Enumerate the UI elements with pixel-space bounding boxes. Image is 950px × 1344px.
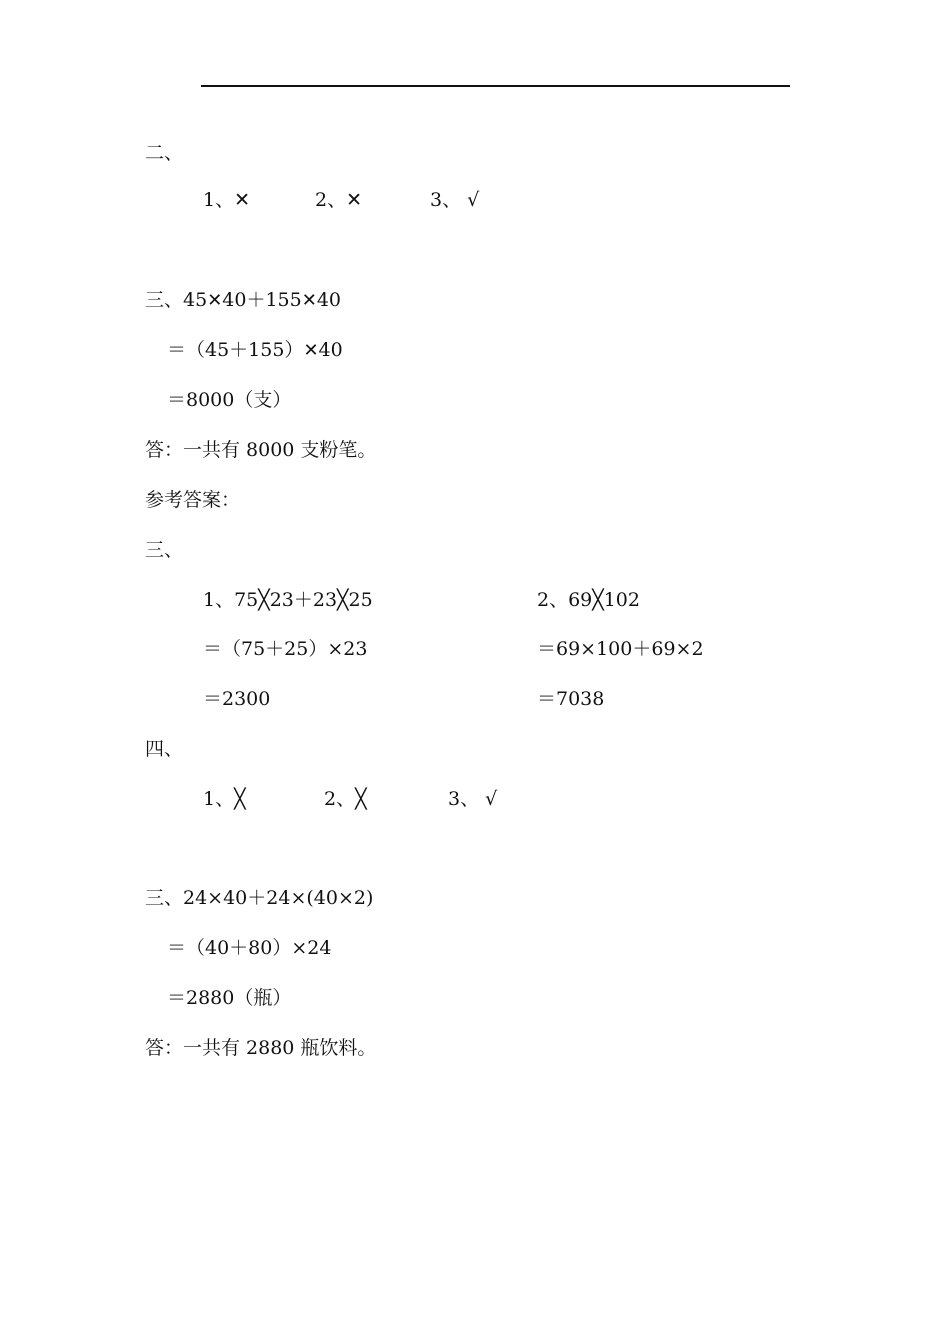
times-icon: ✕	[303, 340, 319, 361]
judge-item-2: 2、╳	[324, 788, 367, 810]
calc-line-2-prefix: ＝（45＋155）	[167, 339, 304, 361]
times-icon: ✕	[207, 290, 223, 311]
calc2-line-2: ＝（40＋80）×24	[167, 937, 332, 959]
calc-left-line-1: 1、75╳23＋23╳25	[203, 589, 373, 611]
judge-item-1: 1、╳	[203, 788, 246, 810]
calc-line-1-prefix: 三、45	[145, 289, 208, 311]
times-icon: ✕	[301, 290, 317, 311]
calc-line-1	[145, 288, 341, 313]
calc-line-2-end: 40	[318, 339, 343, 361]
answer-item-1: 1、✕	[203, 189, 251, 211]
section-heading-3: 三、	[145, 539, 184, 561]
reference-answer-title: 参考答案：	[145, 489, 241, 511]
calc-right-line-3: ＝7038	[537, 688, 605, 710]
section-heading-4: 四、	[145, 738, 184, 760]
answer2-sentence: 答：一共有 2880 瓶饮料。	[145, 1037, 377, 1059]
calc-line-1-mid: 40＋155	[222, 289, 302, 311]
calc-left-line-3: ＝2300	[203, 688, 271, 710]
judge-item-3: 3、 √	[448, 788, 498, 810]
calc-line-1-end: 40	[316, 289, 342, 311]
answer-sentence: 答：一共有 8000 支粉笔。	[145, 439, 377, 461]
calc-line-2	[167, 338, 343, 363]
calc-right-line-1: 2、69╳102	[537, 589, 640, 611]
section-heading-2: 二、	[145, 142, 184, 164]
calc-line-3: ＝8000（支）	[167, 389, 292, 411]
header-rule	[201, 85, 790, 87]
calc2-line-3: ＝2880（瓶）	[167, 987, 292, 1009]
answer-item-3: 3、 √	[430, 189, 480, 211]
calc2-line-1: 三、24×40＋24×(40×2)	[145, 887, 374, 909]
calc-left-line-2: ＝（75＋25）×23	[203, 638, 368, 660]
calc-right-line-2: ＝69×100＋69×2	[537, 638, 704, 660]
answer-item-2: 2、✕	[315, 189, 363, 211]
